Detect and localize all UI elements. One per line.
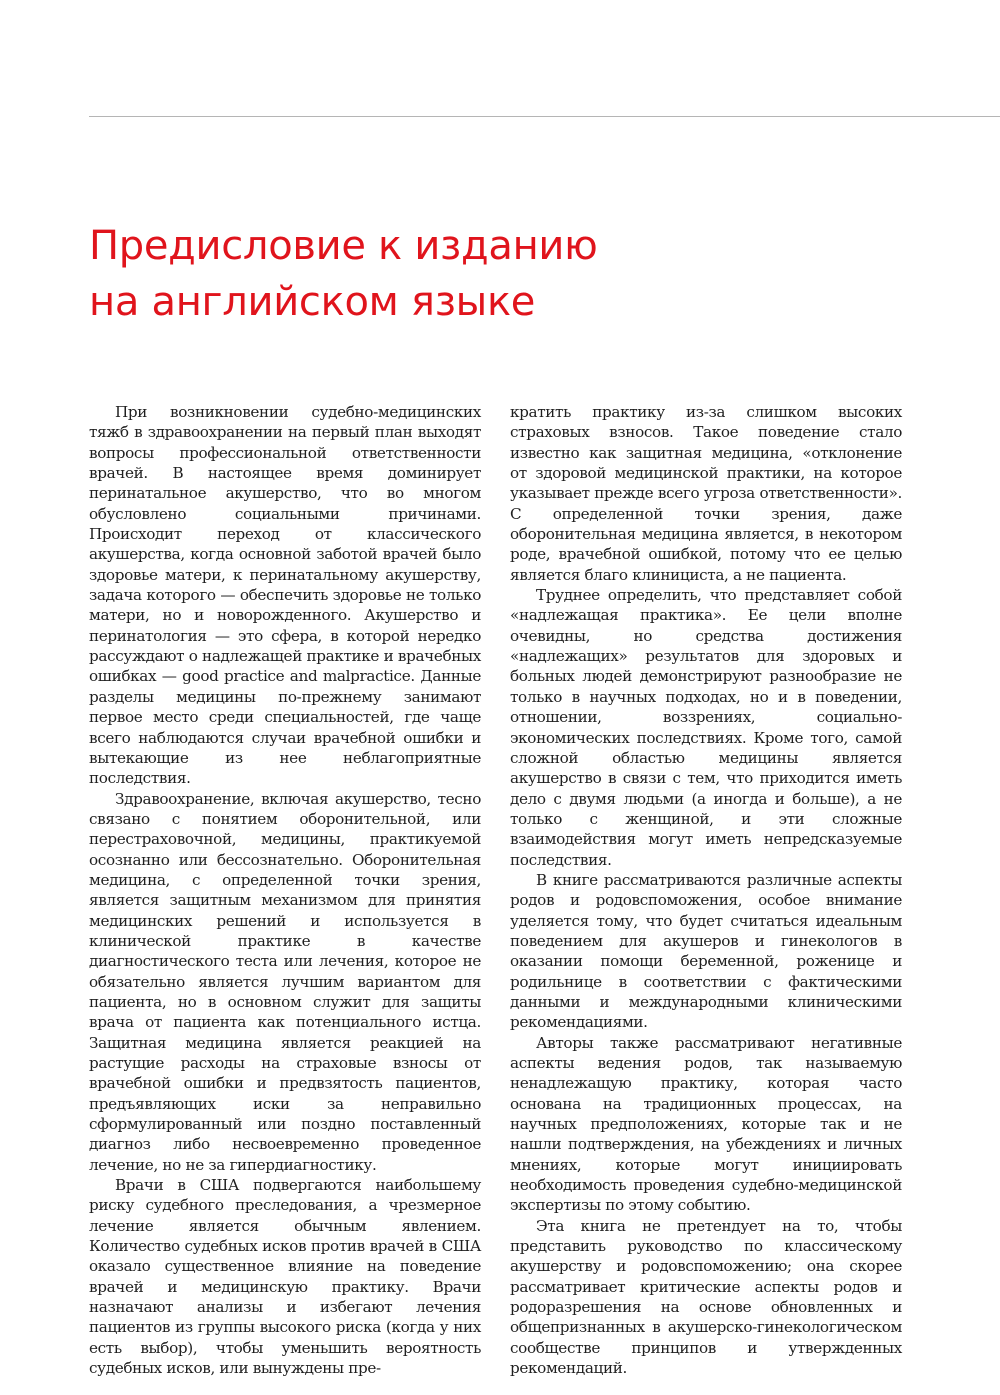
title-line-1: Предисловие к изданию xyxy=(89,223,598,269)
paragraph: Труднее определить, что представляет собой «надлежащая практика». Ее цели вполне очевидны, но средства достижения «надлежащих» результатов для здоровых и больных людей демонстрируют разнообразие не только в научных подходах, но и в поведении, отношении, воззрениях, социально-экономических последствиях. Кроме того, самой сложной областью медицины является акушерство в связи с тем, что приходится иметь дело с двумя людьми (а иногда и больше), а не только с женщиной, и эти сложные взаимодействия могут иметь непредсказуемые последствия. xyxy=(510,586,902,869)
page-title xyxy=(89,218,598,330)
paragraph: Здравоохранение, включая акушерство, тесно связано с понятием оборонительной, или перестраховочной, медицины, практикуемой осознанно или бессознательно. Оборонительная медицина, с определенной точки зрения, является защитным механизмом для принятия медицинских решений и используется в клинической практике в качестве диагностического теста или лечения, которое не обязательно является лучшим вариантом для пациента, но в основном служит для защиты врача от пациента как потенциального истца. Защитная медицина является реакцией на растущие расходы на страховые взносы от врачебной ошибки и предвзятость пациентов, предъявляющих иски за неправильно сформулированный или поздно поставленный диагноз либо несвоевременно проведенное лечение, но не за гипердиагностику. xyxy=(89,789,481,1174)
paragraph: Врачи в США подвергаются наибольшему риску судебного преследования, а чрезмерное лечение является обычным явлением. Количество судебных исков против врачей в США оказало существенное влияние на поведение врачей и медицинскую практику. Врачи назначают анализы и избегают лечения пациентов из группы высокого риска (когда у них есть выбор), чтобы уменьшить вероятность судебных исков, или вынуждены пре- xyxy=(89,1176,481,1378)
paragraph: В книге рассматриваются различные аспекты родов и родовспоможения, особое внимание уделяется тому, что будет считаться идеальным поведением для акушеров и гинекологов в оказании помощи беременной, роженице и родильнице в соответствии с фактическими данными и международными клиническими рекомендациями. xyxy=(510,870,902,1032)
paragraph-continued: кратить практику из-за слишком высоких страховых взносов. Такое поведение стало известно как защитная медицина, «отклонение от здоровой медицинской практики, на которое указывает прежде всего угроза ответственности». С определенной точки зрения, даже оборонительная медицина является, в некотором роде, врачебной ошибкой, потому что ее целью является благо клинициста, а не пациента. xyxy=(510,403,902,584)
paragraph: При возникновении судебно-медицинских тяжб в здравоохранении на первый план выходят вопросы профессиональной ответственности врачей. В настоящее время доминирует перинатальное акушерство, что во многом обусловлено социальными причинами. Происходит переход от классического акушерства, когда основной заботой врачей было здоровье матери, к перинатальному акушерству, задача которого — обеспечить здоровье не только матери, но и новорожденного. Акушерство и перинатология — это сфера, в которой нередко рассуждают о надлежащей практике и врачебных ошибках — good practice and malpractice. Данные разделы медицины по-прежнему занимают первое место среди специальностей, где чаще всего наблюдаются случаи врачебной ошибки и вытекающие из нее неблагоприятные последствия. xyxy=(89,403,481,788)
title-line-2: на английском языке xyxy=(89,279,536,325)
header-rule xyxy=(89,116,1000,117)
right-column xyxy=(510,402,902,1379)
paragraph: Авторы также рассматривают негативные аспекты ведения родов, так называемую ненадлежащую практику, которая часто основана на традиционных процессах, на научных предположениях, которые так и не нашли подтверждения, на убеждениях и личных мнениях, которые могут инициировать необходимость проведения судебно-медицинской экспертизы по этому событию. xyxy=(510,1033,902,1215)
left-column xyxy=(89,402,481,1379)
paragraph: Эта книга не претендует на то, чтобы представить руководство по классическому акушерству и родовспоможению; она скорее рассматривает критические аспекты родов и родоразрешения на основе обновленных и общепризнанных в акушерско-гинекологическом сообществе принципов и утвержденных рекомендаций. xyxy=(510,1216,902,1378)
